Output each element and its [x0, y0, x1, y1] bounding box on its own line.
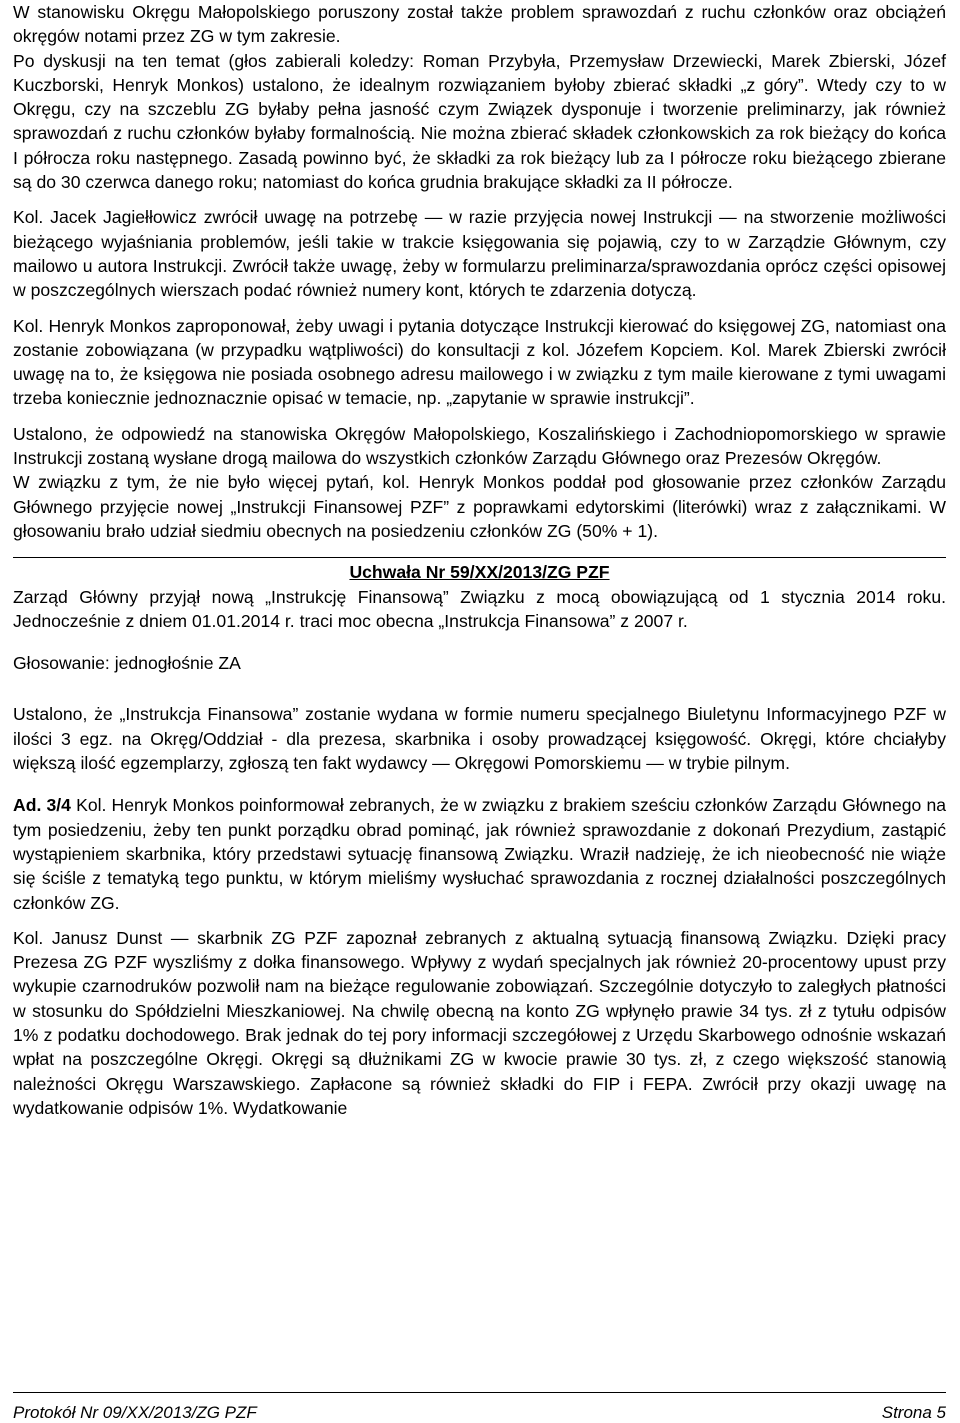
section-divider: [13, 557, 946, 558]
resolution-title: Uchwała Nr 59/XX/2013/ZG PZF: [349, 562, 610, 583]
document-page: [13, 0, 946, 1120]
paragraph-jagiellowicz: Kol. Jacek Jagiełłowicz zwrócił uwagę na potrzebę — w razie przyjęcia nowej Instrukcji — na stworzenie możliwości bieżącego wyjaśniania problemów, jeśli takie w trakcie księgowania się pojawią, czy to w Zarządzie Głównym, czy mailowo u autora Instrukcji. Zwrócił także uwagę, żeby w formularzu preliminarza/sprawozdania oprócz części opisowej w poszczególnych wierszach podać również numery kont, których te zdarzenia dotyczą.: [13, 207, 946, 301]
paragraph-agenda-item: [13, 793, 946, 914]
paragraph-vote-intro: W związku z tym, że nie było więcej pytań, kol. Henryk Monkos poddał pod głosowanie przez członków Zarządu Głównego przyjęcie nowej „Instrukcji Finansowej PZF” z poprawkami edytorskimi (literówki) wraz z załącznikami. W głosowaniu brało udział siedmiu obecnych na posiedzeniu członków ZG (50% + 1).: [13, 472, 946, 541]
resolution-body: Zarząd Główny przyjął nową „Instrukcję Finansową” Związku z mocą obowiązującą od 1 stycznia 2014 roku. Jednocześnie z dniem 01.01.2014 r. traci moc obecna „Instrukcja Finansowa” z 2007 r.: [13, 586, 946, 631]
paragraph-treasurer-report: Kol. Janusz Dunst — skarbnik ZG PZF zapoznał zebranych z aktualną sytuacją finansową Związku. Dzięki pracy Prezesa ZG PZF wyszliśmy z dołka finansowego. Wpływy z wydań specjalnych jak również 20-procentowy upust przy wykupie czarnodruków pozwolił nam na bieżące regulowanie zobowiązań. Szczególnie dotyczyło to zaległych płatności w stosunku do Spółdzielni Mieszkaniowej. Na chwilę obecną na konto ZG wpłynęło prawie 34 tys. zł z tytułu odpisów 1% z podatku dochodowego. Brak jednak do tej pory informacji szczegółowej z Urzędu Skarbowego odnośnie wskazań wpłat na poszczególne Okręgi. Okręgi są dłużnikami ZG w kwocie prawie 30 tys. zł, z czego większość stanowią należności Okręgu Warszawskiego. Zapłacone są również składki do FIP i FEPA. Zwrócił przy okazji uwagę na wydatkowanie odpisów 1%. Wydatkowanie: [13, 927, 946, 1118]
paragraph-publication: Ustalono, że „Instrukcja Finansowa” zostanie wydana w formie numeru specjalnego Biuletynu Informacyjnego PZF w ilości 3 egz. na Okręg/Oddział - dla prezesa, skarbnika i osoby prowadzącej księgowość. Okręgi, które chciałyby większą ilość egzemplarzy, zgłoszą ten fakt wydawcy — Okręgowi Pomorskiemu — w trybie pilnym.: [13, 704, 946, 774]
footer-protocol-number: Protokół Nr 09/XX/2013/ZG PZF: [13, 1403, 257, 1422]
paragraph-monkos-proposal: Kol. Henryk Monkos zaproponował, żeby uwagi i pytania dotyczące Instrukcji kierować do księgowej ZG, natomiast ona zostanie zobowiązana (w przypadku wątpliwości) do konsultacji z kol. Józefem Kopciem. Kol. Marek Zbierski zwrócił uwagę na to, że księgowa nie posiada osobnego adresu mailowego i w związku z tym maile kierowane z tymi uwagami trzeba koniecznie jednoznacznie opisać w temacie, np. „zapytanie w sprawie instrukcji”.: [13, 315, 946, 409]
paragraph-reports: W stanowisku Okręgu Małopolskiego poruszony został także problem sprawozdań z ruchu członków oraz obciążeń okręgów notami przez ZG w tym zakresie.: [13, 2, 946, 47]
footer-page-number: Strona 5: [881, 1403, 946, 1422]
vote-result: Głosowanie: jednogłośnie ZA: [13, 653, 241, 674]
agenda-item-text: Kol. Henryk Monkos poinformował zebranych, że w związku z brakiem sześciu członków Zarządu Głównego na tym posiedzeniu, żeby ten punkt porządku obrad pominąć, jak również sprawozdanie z dokonań Prezydium, zastąpić wystąpieniem skarbnika, który przedstawi sytuację finansową Związku. Wraził nadzieję, że ich nieobecność nie wiąże się ściśle z tematyką tego punktu, w którym mieliśmy wysłuchać sprawozdania z rocznej działalności poszczególnych członków ZG.: [13, 795, 947, 913]
agenda-item-label: Ad. 3/4: [13, 795, 71, 816]
paragraph-discussion: Po dyskusji na ten temat (głos zabierali koledzy: Roman Przybyła, Przemysław Drzewiecki, Marek Zbierski, Józef Kuczborski, Henryk Monkos) ustalono, że idealnym rozwiązaniem byłoby zbierać składki „z góry”. Wtedy czy to w Okręgu, czy na szczeblu ZG byłaby pełna jasność czym Związek dysponuje i tworzenie preliminarzy, jak również sprawozdań z ruchu członków byłaby formalnością. Nie można zbierać składek członkowskich za rok bieżący do końca I półrocza roku następnego. Zasadą powinno być, że składki za rok bieżący lub za I półrocze roku bieżącego zbierane są do 30 czerwca danego roku; natomiast do końca grudnia brakujące składki za II półrocze.: [13, 50, 946, 193]
paragraph-response-decision: Ustalono, że odpowiedź na stanowiska Okręgów Małopolskiego, Koszalińskiego i Zachodniopomorskiego w sprawie Instrukcji zostaną wysłane drogą mailowa do wszystkich członków Zarządu Głównego oraz Prezesów Okręgów.: [13, 423, 946, 469]
page-footer: [13, 1392, 946, 1423]
